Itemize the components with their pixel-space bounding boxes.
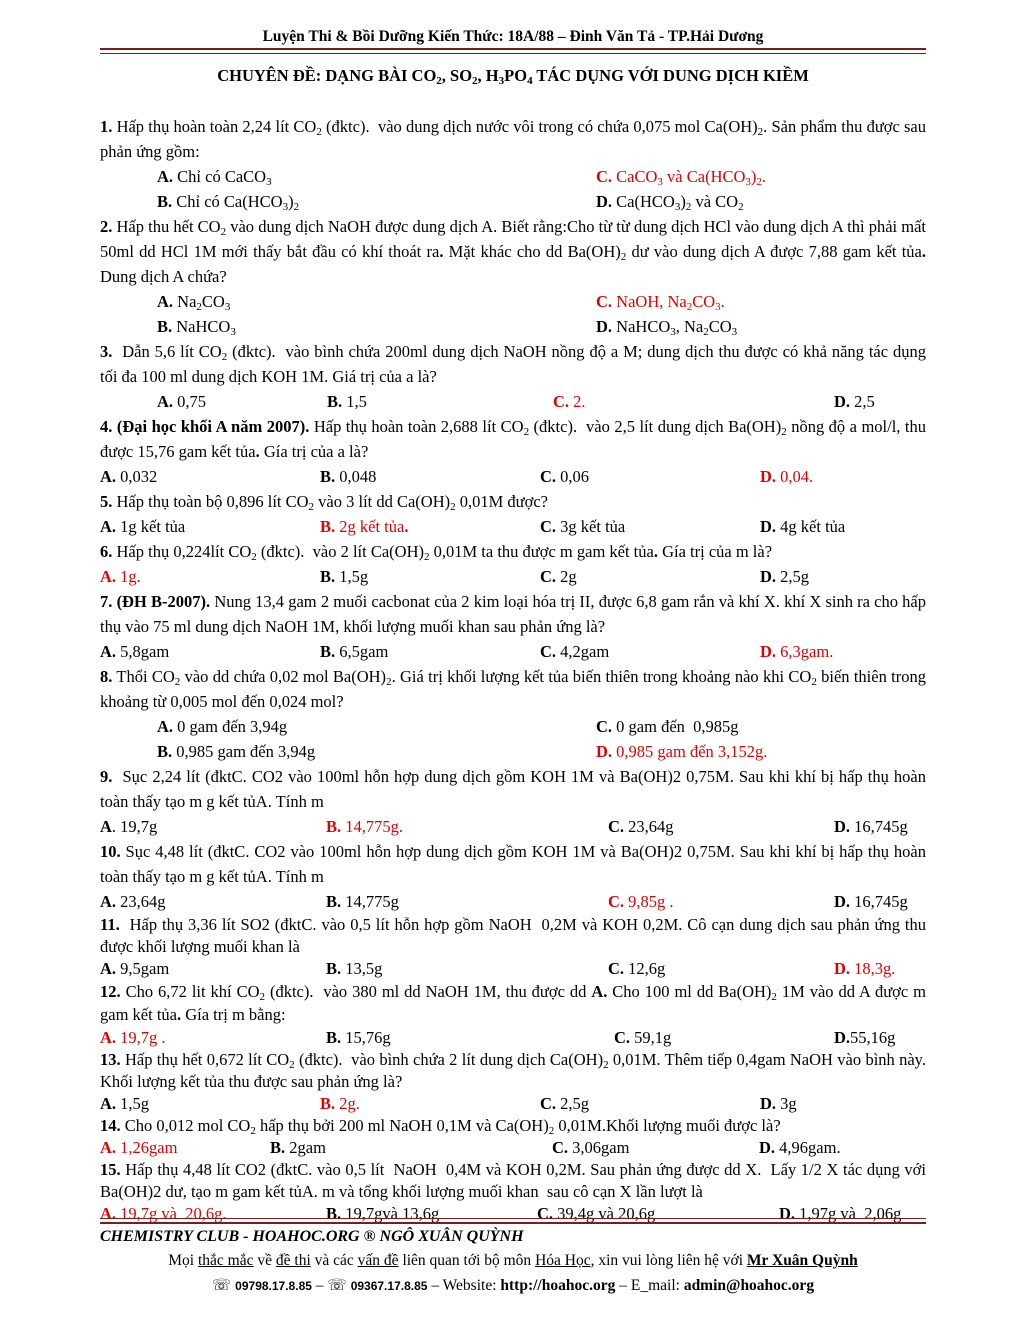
answer-options: A. 1,5g B. 2g. C. 2,5g D. 3g <box>100 1094 797 1113</box>
page-title: CHUYÊN ĐỀ: DẠNG BÀI $CO_2$, $SO_2$, $H_3PO_4$ TÁC DỤNG VỚI DUNG DỊCH KIỀM <box>217 66 809 87</box>
answer-options: A. 19,7g B. 14,775g. C. 23,64g D. 16,745g <box>100 817 908 836</box>
answer-options: B. NaHCO$_3$ D. NaHCO$_3$, $Na_2CO_3$ <box>157 317 738 338</box>
header-divider <box>100 48 926 50</box>
question-13: 13. Hấp thụ hết 0,672 lít $CO_2$ (đktc). vào bình chứa 2 lít dung dịch $Ca(OH)_2$ 0,01M. Thêm tiếp 0,4gam NaOH vào bình này. Khối lượng kết tủa thu được sau phản ứng là? <box>100 1050 926 1091</box>
answer-options: A. 9,5gam B. 13,5g C. 12,6g D. 18,3g. <box>100 959 896 978</box>
question-5: 5. Hấp thụ toàn bộ 0,896 lít $CO_2$ vào 3 lít dd $Ca(OH)_2$ 0,01M được? <box>100 492 549 513</box>
question-11: 11. Hấp thụ 3,36 lít SO2 (đktC. vào 0,5 lít hỗn hợp gồm NaOH 0,2M và KOH 0,2M. Cô cạn dung dịch sau phản ứng thu được khối lượng muối khan là <box>100 915 926 956</box>
answer-options: A. 19,7g và 20,6g. B. 19,7gvà 13,6g C. 39,4g và 20,6g D. 1,97g và 2,06g <box>100 1204 902 1223</box>
answer-options: A. $Na_2CO_3$ C. NaOH, $Na_2CO_3$. <box>157 292 725 313</box>
answer-options: A. 1g kết tủa B. 2g kết tủa. C. 3g kết tủa D. 4g kết tủa <box>100 517 846 536</box>
answer-options: A. 1,26gam B. 2gam C. 3,06gam D. 4,96gam. <box>100 1138 841 1157</box>
footer-links: ☏ 09798.17.8.85 – ☏ 09367.17.8.85 – Website: http://hoahoc.org – E_mail: admin@hoahoc.org <box>211 1277 815 1294</box>
answer-options: A. 0,75 B. 1,5 C. 2. D. 2,5 <box>157 392 875 411</box>
website-link[interactable]: http://hoahoc.org <box>500 1277 616 1294</box>
question-1: 1. Hấp thụ hoàn toàn 2,24 lít $CO_2$ (đktc). vào dung dịch nước vôi trong có chứa 0,075 mol $Ca(OH)_2$. Sản phẩm thu được sau phản ứng gồm: <box>100 117 927 161</box>
header-divider-thin <box>100 53 926 54</box>
answer-options: A. 5,8gam B. 6,5gam C. 4,2gam D. 6,3gam. <box>100 642 834 661</box>
contact-name-link[interactable]: Mr Xuân Quỳnh <box>746 1252 858 1269</box>
question-4: 4. (Đại học khối A năm 2007). Hấp thụ hoàn toàn 2,688 lít $CO_2$ (đktc). vào 2,5 lít dung dịch $Ba(OH)_2$ nồng độ a mol/l, thu được 15,76 gam kết tủa. Gía trị của a là? <box>100 417 926 461</box>
phone-2[interactable]: 09367.17.8.85 <box>350 1279 428 1293</box>
phone-icon: ☏ <box>211 1277 232 1294</box>
question-14: 14. Cho 0,012 mol $CO_2$ hấp thụ bởi 200 ml NaOH 0,1M và $Ca(OH)_2$ 0,01M.Khối lượng muối được là? <box>100 1116 781 1137</box>
phone-1[interactable]: 09798.17.8.85 <box>235 1279 312 1293</box>
question-12: 12. Cho 6,72 lit khí $CO_2$ (đktc). vào 380 ml dd NaOH 1M, thu được dd A. Cho 100 ml dd $Ba(OH)_2$ 1M vào dd A được m gam kết tủa. Gía trị m bằng: <box>100 982 927 1024</box>
answer-options: B. Chỉ có $Ca(HCO_3)_2$ D. $Ca(HCO_3)_2$ và $CO_2$ <box>157 192 744 213</box>
answer-options: A. 0 gam đến 3,94g C. 0 gam đến 0,985g <box>157 717 739 736</box>
question-9: 9. Sục 2,24 lít (đktC. CO2 vào 100ml hỗn hợp dung dịch gồm KOH 1M và Ba(OH)2 0,75M. Sau khi khí bị hấp thụ hoàn toàn thấy tạo m g kết tủA. Tính m <box>100 767 926 811</box>
answer-options: A. 1g. B. 1,5g C. 2g D. 2,5g <box>100 567 810 586</box>
answer-options: A. Chỉ có CaCO$_3$ C. CaCO$_3$ và $Ca(HCO_3)_2$. <box>157 167 767 188</box>
footer-divider-thin <box>100 1218 926 1219</box>
question-10: 10. Sục 4,48 lít (đktC. CO2 vào 100ml hỗn hợp dung dịch gồm KOH 1M và Ba(OH)2 0,75M. Sau khi khí bị hấp thụ hoàn toàn thấy tạo m g kết tủA. Tính m <box>100 842 926 886</box>
answer-options: A. 0,032 B. 0,048 C. 0,06 D. 0,04. <box>100 467 814 486</box>
email-link[interactable]: admin@hoahoc.org <box>683 1277 815 1294</box>
answer-options: A. 23,64g B. 14,775g C. 9,85g . D. 16,745g <box>100 892 908 911</box>
phone-icon: ☏ <box>327 1277 347 1294</box>
footer-contact: Mọi thắc mắc về đề thi và các vấn đề liên quan tới bộ môn Hóa Học, xin vui lòng liên hệ với Mr Xuân Quỳnh <box>168 1252 858 1269</box>
footer-club: CHEMISTRY CLUB - HOAHOC.ORG ® NGÔ XUÂN QUỲNH <box>100 1228 524 1245</box>
question-3: 3. Dẫn 5,6 lít $CO_2$ (đktc). vào bình chứa 200ml dung dịch NaOH nồng độ a M; dung dịch thu được có khả năng tác dụng tối đa 100 ml dung dịch KOH 1M. Giá trị của a là? <box>100 342 926 386</box>
question-6: 6. Hấp thụ 0,224lít $CO_2$ (đktc). vào 2 lít $Ca(OH)_2$ 0,01M ta thu được m gam kết tủa. Gía trị của m là? <box>100 542 773 563</box>
question-8: 8. Thổi $CO_2$ vào dd chứa 0,02 mol $Ba(OH)_2$. Giá trị khối lượng kết tủa biến thiên trong khoảng nào khi $CO_2$ biến thiên trong khoảng từ 0,005 mol đến 0,024 mol? <box>100 667 926 711</box>
answer-options: B. 0,985 gam đến 3,94g D. 0,985 gam đến 3,152g. <box>157 742 768 761</box>
question-2: 2. Hấp thu hết $CO_2$ vào dung dịch NaOH được dung dịch A. Biết rằng:Cho từ từ dung dịch HCl vào dung dịch A thì phải mất 50ml dd HCl 1M mới thấy bắt đầu có khí thoát ra. Mặt khác cho dd $Ba(OH)_2$ dư vào dung dịch A được 7,88 gam kết tủa. Dung dịch A chứa? <box>100 217 926 286</box>
question-list <box>100 114 926 1225</box>
footer-divider <box>100 1222 926 1224</box>
question-7: 7. (ĐH B-2007). Nung 13,4 gam 2 muối cacbonat của 2 kim loại hóa trị II, được 6,8 gam rắn và khí X. khí X sinh ra cho hấp thụ vào 75 ml dung dịch NaOH 1M, khối lượng muối khan sau phản ứng là? <box>100 592 926 636</box>
answer-options: A. 19,7g . B. 15,76g C. 59,1g D.55,16g <box>100 1028 896 1047</box>
page-header: Luyện Thi & Bồi Dưỡng Kiến Thức: 18A/88 – Đinh Văn Tả - TP.Hải Dương <box>262 28 764 45</box>
question-15: 15. Hấp thụ 4,48 lít CO2 (đktC. vào 0,5 lít NaOH 0,4M và KOH 0,2M. Sau phản ứng được dd X. Lấy 1/2 X tác dụng với Ba(OH)2 dư, tạo m gam kết tủA. m và tổng khối lượng muối khan sau cô cạn X lần lượt là <box>100 1160 926 1201</box>
